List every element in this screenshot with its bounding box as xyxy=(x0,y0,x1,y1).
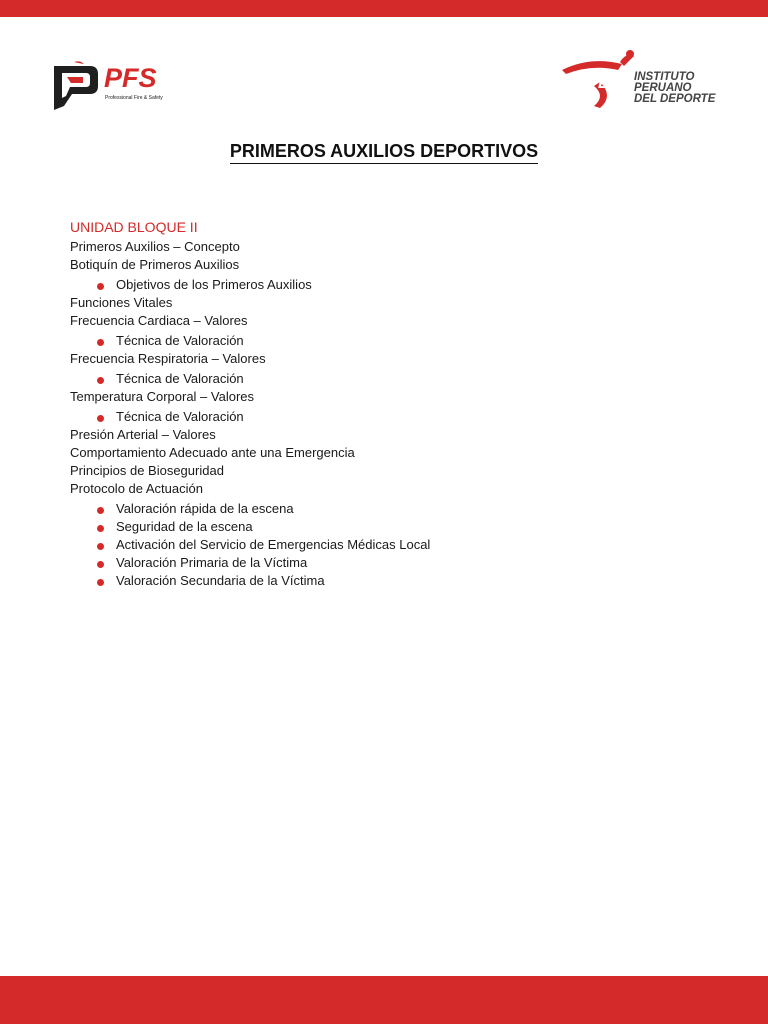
sub-list-item xyxy=(70,276,710,294)
sub-list-item-text: Valoración rápida de la escena xyxy=(116,500,294,516)
bullet-icon xyxy=(97,415,104,422)
ipd-name xyxy=(634,72,715,105)
ipd-name-line-1: INSTITUTO xyxy=(634,71,695,83)
unit-heading: UNIDAD BLOQUE II xyxy=(70,219,198,235)
bullet-icon xyxy=(97,525,104,532)
ipd-runner-icon xyxy=(560,48,640,112)
sub-list-item xyxy=(70,572,710,590)
top-red-band xyxy=(0,0,768,17)
sub-list-item-text: Valoración Primaria de la Víctima xyxy=(116,555,308,571)
list-item: Protocolo de Actuación xyxy=(70,480,203,496)
list-item: Frecuencia Respiratoria – Valores xyxy=(70,350,266,366)
list-item: Comportamiento Adecuado ante una Emergencia xyxy=(70,444,355,460)
bullet-icon xyxy=(97,339,104,346)
sub-list-item-text: Activación del Servicio de Emergencias Médicas Local xyxy=(116,537,431,553)
list-item: Frecuencia Cardiaca – Valores xyxy=(70,312,248,328)
list-item: Principios de Bioseguridad xyxy=(70,462,224,478)
list-item: Presión Arterial – Valores xyxy=(70,427,216,443)
sub-list-item-text: Técnica de Valoración xyxy=(116,370,244,386)
ipd-logo xyxy=(560,48,730,112)
sub-list-item-text: Técnica de Valoración xyxy=(116,408,244,424)
pfs-tagline: Professional Fire & Safety xyxy=(105,95,163,101)
ipd-name-line-3: DEL DEPORTE xyxy=(634,93,716,105)
sub-list-item-text: Valoración Secundaria de la Víctima xyxy=(116,573,325,589)
sub-list-item xyxy=(70,536,710,554)
sub-list-item-text: Técnica de Valoración xyxy=(116,332,244,348)
list-item: Primeros Auxilios – Concepto xyxy=(70,239,240,254)
bullet-icon xyxy=(97,561,104,568)
sub-list-item xyxy=(70,408,710,426)
syllabus-content xyxy=(70,216,710,591)
sub-list-item-text: Seguridad de la escena xyxy=(116,518,253,534)
sub-list-item xyxy=(70,332,710,350)
bullet-icon xyxy=(97,579,104,586)
syllabus-list xyxy=(70,238,710,591)
document-title-wrap xyxy=(0,141,768,162)
pfs-logo xyxy=(50,60,175,112)
bullet-icon xyxy=(97,283,104,290)
list-item: Temperatura Corporal – Valores xyxy=(70,389,255,405)
pfs-shield-icon xyxy=(50,60,102,112)
bullet-icon xyxy=(97,543,104,550)
document-title: PRIMEROS AUXILIOS DEPORTIVOS xyxy=(230,141,538,164)
pfs-wordmark: PFS xyxy=(104,63,157,93)
sub-list-item xyxy=(70,370,710,388)
sub-list-item-text: Objetivos de los Primeros Auxilios xyxy=(116,276,312,292)
list-item: Funciones Vitales xyxy=(70,294,173,310)
ipd-name-line-2: PERUANO xyxy=(634,82,692,94)
bullet-icon xyxy=(97,507,104,514)
ipd-mark-text: IPD xyxy=(582,73,611,92)
sub-list-item xyxy=(70,554,710,572)
bottom-red-band xyxy=(0,976,768,1024)
sub-list-item xyxy=(70,500,710,518)
bullet-icon xyxy=(97,377,104,384)
list-item: Botiquín de Primeros Auxilios xyxy=(70,256,240,272)
sub-list-item xyxy=(70,518,710,536)
